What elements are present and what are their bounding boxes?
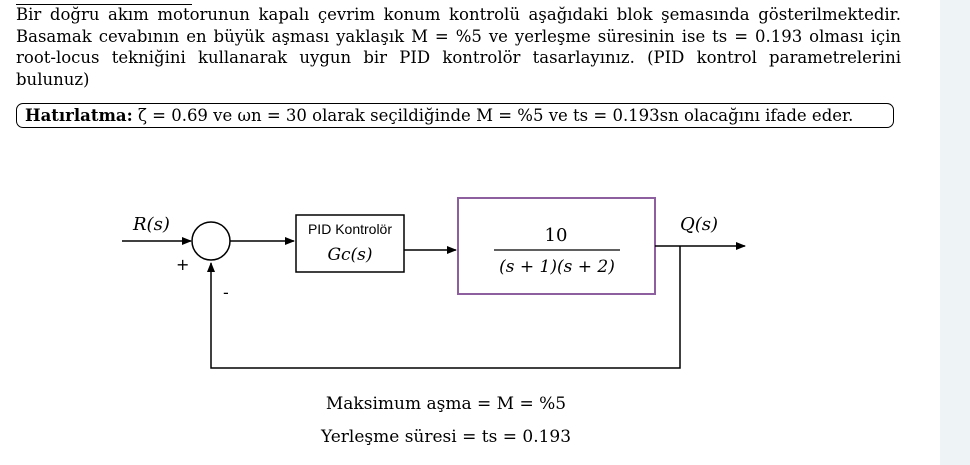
right-side-panel [940,0,970,465]
block-diagram [0,150,940,465]
input-label: R(s) [133,214,170,235]
output-label: Q(s) [680,214,719,235]
plant-block [458,198,655,294]
plus-sign: + [176,255,190,274]
hint-box [16,103,894,128]
pid-transfer-function: Gc(s) [327,245,373,265]
minus-sign: - [223,283,229,302]
hint-label: Hatırlatma: [25,106,133,125]
settling-spec: Yerleşme süresi = ts = 0.193 [320,427,572,447]
plant-denominator: (s + 1)(s + 2) [499,257,615,277]
plant-numerator: 10 [544,225,568,246]
overshoot-spec: Maksimum aşma = M = %5 [325,394,567,414]
problem-statement: Bir doğru akım motorunun kapalı çevrim konum kontrolü aşağıdaki blok şemasında gösterilmektedir. Basamak cevabının en büyük aşması yaklaşık M = %5 ve yerleşme süresinin ise ts = 0.193 olması için root-locus tekniğini kullanarak uygun bir PID kontrolör tasarlayınız. (PID kontrol parametrelerini bulunuz) [16,5,901,89]
hint-text: ζ = 0.69 ve ωn = 30 olarak seçildiğinde M = %5 ve ts = 0.193sn olacağını ifade eder. [137,106,854,125]
summing-junction [192,222,230,260]
pid-title: PID Kontrolör [307,221,393,237]
